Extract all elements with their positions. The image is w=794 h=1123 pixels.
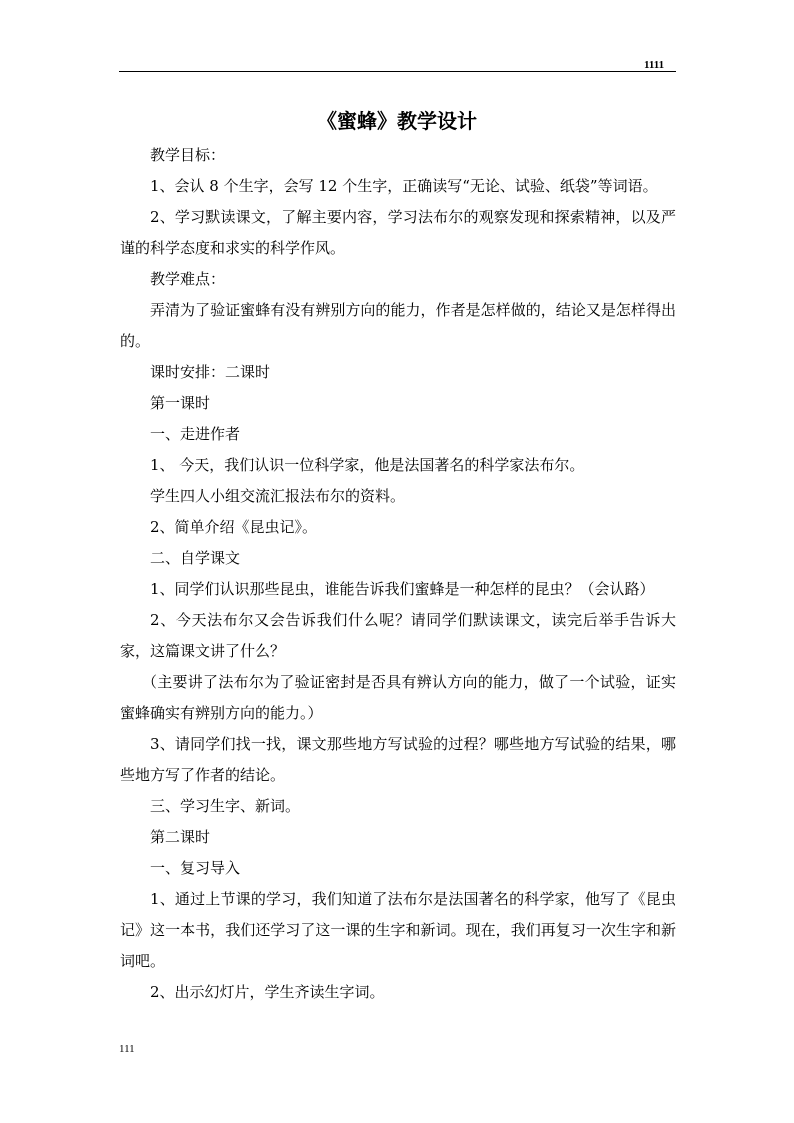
paragraph: 3、请同学们找一找，课文那些地方写试验的过程？哪些地方写试验的结果，哪些地方写了作者的结论。 — [120, 735, 676, 784]
paragraph: 2、出示幻灯片，学生齐读生字词。 — [150, 983, 385, 1001]
paragraph: 2、简单介绍《昆虫记》。 — [150, 518, 318, 536]
paragraph: 第一课时 — [150, 394, 211, 412]
header-divider — [119, 71, 676, 72]
paragraph: 第二课时 — [150, 828, 211, 846]
paragraph: 1、 今天，我们认识一位科学家，他是法国著名的科学家法布尔。 — [150, 456, 585, 474]
header-page-number: 1111 — [644, 59, 665, 71]
paragraph: 教学难点： — [150, 270, 226, 288]
paragraph: 1、同学们认识那些昆虫，谁能告诉我们蜜蜂是一种怎样的昆虫？（会认路） — [150, 580, 655, 598]
paragraph: 课时安排：二课时 — [150, 363, 271, 381]
document-title: 《蜜蜂》教学设计 — [317, 109, 477, 133]
paragraph: 1、通过上节课的学习，我们知道了法布尔是法国著名的科学家，他写了《昆虫记》这一本书，我们还学习了这一课的生字和新词。现在，我们再复习一次生字和新词吧。 — [120, 890, 676, 970]
paragraph: 弄清为了验证蜜蜂有没有辨别方向的能力，作者是怎样做的，结论又是怎样得出的。 — [120, 301, 676, 350]
paragraph: 2、学习默读课文，了解主要内容，学习法布尔的观察发现和探索精神，以及严谨的科学态度和求实的科学作风。 — [120, 208, 676, 257]
paragraph: 教学目标： — [150, 146, 226, 164]
document-body — [120, 140, 676, 1008]
paragraph: 学生四人小组交流汇报法布尔的资料。 — [150, 487, 406, 505]
paragraph: 一、复习导入 — [150, 859, 241, 877]
paragraph: 2、今天法布尔又会告诉我们什么呢？请同学们默读课文，读完后举手告诉大家，这篇课文讲了什么？ — [120, 611, 676, 660]
paragraph: 二、自学课文 — [150, 549, 241, 567]
paragraph: 三、学习生字、新词。 — [150, 797, 301, 815]
paragraph: 1、会认 8 个生字，会写 12 个生字，正确读写“无论、试验、纸袋”等词语。 — [150, 177, 658, 195]
footer-page-number: 111 — [119, 1043, 135, 1055]
paragraph: 一、走进作者 — [150, 425, 241, 443]
paragraph: （主要讲了法布尔为了验证密封是否具有辨认方向的能力，做了一个试验，证实蜜蜂确实有辨别方向的能力。） — [120, 673, 676, 722]
